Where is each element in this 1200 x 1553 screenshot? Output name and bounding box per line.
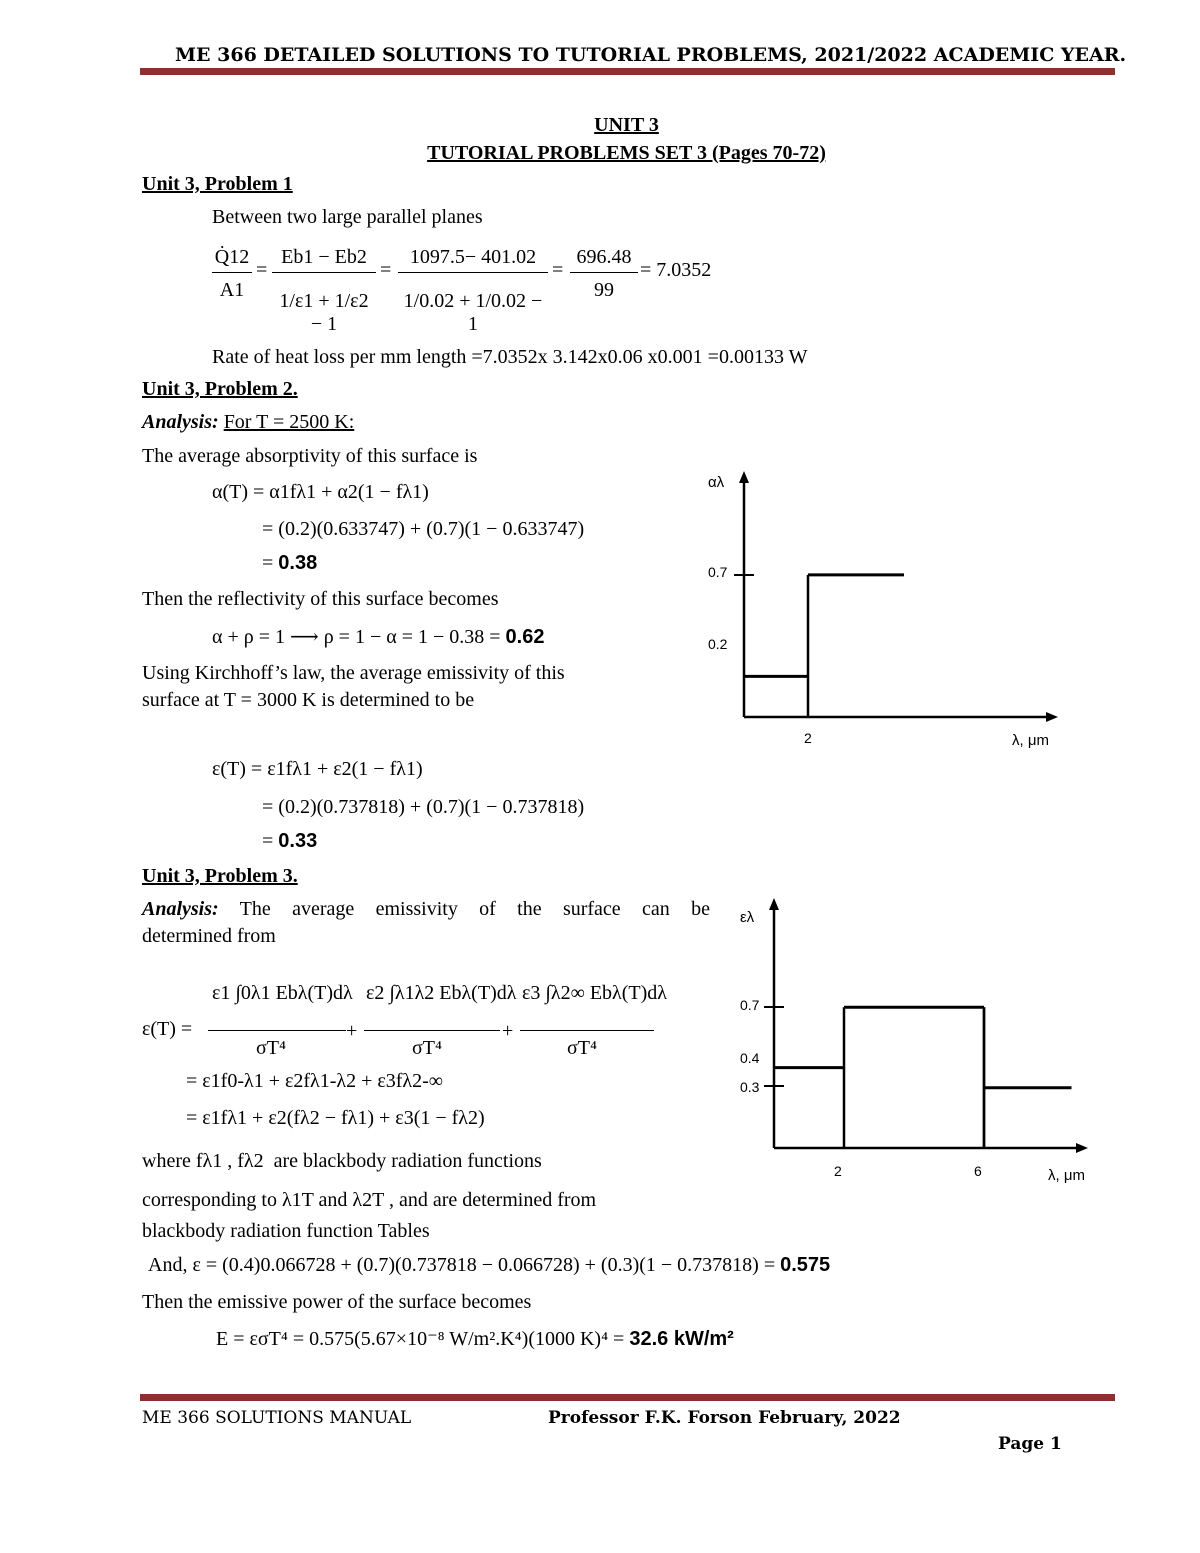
problem2-eq3: = 0.38 [262, 552, 318, 574]
problem2-eq2: = (0.2)(0.633747) + (0.7)(1 − 0.633747) [262, 518, 585, 540]
y-tick-03: 0.3 [740, 1079, 760, 1095]
problem3-corr: corresponding to λ1T and λ2T , and are determined from [142, 1189, 597, 1211]
unit-subtitle: TUTORIAL PROBLEMS SET 3 (Pages 70-72) [427, 142, 826, 164]
y-tick-02: 0.2 [708, 636, 728, 652]
f1-numerator: Eb1 − Eb2 [281, 246, 367, 268]
y-label: αλ [708, 474, 725, 491]
problem2-eq6: = (0.2)(0.737818) + (0.7)(1 − 0.737818) [262, 796, 585, 818]
problem3-eq-b: = ε1f0-λ1 + ε2fλ1-λ2 + ε3fλ2-∞ [186, 1070, 444, 1092]
problem2-heading: Unit 3, Problem 2. [142, 378, 298, 400]
problem2-eq7: = 0.33 [262, 830, 318, 852]
problem3-analysis: Analysis: The average emissivity of the surface can be [142, 898, 710, 920]
integral-2: ε2 ∫λ1λ2 Ebλ(T)dλ [366, 982, 517, 1004]
x-tick-2: 2 [804, 730, 812, 746]
footer-center: Professor F.K. Forson February, 2022 [548, 1408, 901, 1428]
header-title: ME 366 DETAILED SOLUTIONS TO TUTORIAL PROBLEMS, 2021/2022 ACADEMIC YEAR. [175, 44, 1127, 66]
f2-numerator: 1097.5− 401.02 [409, 246, 537, 268]
x-label: λ, μm [1048, 1167, 1085, 1184]
problem2-line1: The average absorptivity of this surface is [142, 445, 478, 467]
reflectivity-value: 0.62 [505, 626, 545, 648]
y-tick-07: 0.7 [740, 997, 760, 1013]
problem1-heading: Unit 3, Problem 1 [142, 173, 293, 195]
unit-title: UNIT 3 [594, 114, 659, 136]
problem2-eq1: α(T) = α1fλ1 + α2(1 − fλ1) [212, 481, 429, 503]
x-tick-6: 6 [974, 1163, 982, 1179]
problem2-line3: Using Kirchhoff’s law, the average emissivity of this [142, 662, 565, 684]
lhs-denominator: A1 [219, 279, 245, 301]
analysis-label: Analysis: [142, 411, 219, 433]
problem3-E: E = εσT⁴ = 0.575(5.67×10⁻⁸ W/m².K⁴)(1000 K)⁴ = 32.6 kW/m² [216, 1328, 734, 1350]
y-tick-04: 0.4 [740, 1050, 760, 1066]
absorptivity-graph [690, 465, 1070, 755]
problem2-eq5: ε(T) = ε1fλ1 + ε2(1 − fλ1) [212, 758, 423, 780]
f3-numerator: 696.48 [576, 246, 632, 268]
average-emissivity-value: 0.575 [780, 1254, 831, 1276]
problem3-tables: blackbody radiation function Tables [142, 1220, 430, 1242]
f2-denominator: 1/0.02 + 1/0.02 − 1 [403, 290, 543, 335]
problem1-rate: Rate of heat loss per mm length =7.0352x 3.142x0.06 x0.001 =0.00133 W [212, 346, 808, 368]
x-label: λ, μm [1012, 732, 1049, 749]
analysis-label-3: Analysis: [142, 898, 219, 920]
x-tick-2: 2 [834, 1163, 842, 1179]
problem1-result: = 7.0352 [640, 259, 712, 281]
problem1-intro: Between two large parallel planes [212, 206, 483, 228]
problem3-and: And, ε = (0.4)0.066728 + (0.7)(0.737818 − 0.066728) + (0.3)(1 − 0.737818) = 0.575 [148, 1254, 831, 1276]
absorptivity-value: 0.38 [278, 552, 318, 574]
problem3-heading: Unit 3, Problem 3. [142, 865, 298, 887]
emissivity-value: 0.33 [278, 830, 318, 852]
problem2-line4: surface at T = 3000 K is determined to be [142, 689, 475, 711]
problem2-line2: Then the reflectivity of this surface becomes [142, 588, 499, 610]
emissive-power-value: 32.6 kW/m² [629, 1328, 734, 1350]
integral-3: ε3 ∫λ2∞ Ebλ(T)dλ [522, 982, 667, 1004]
problem3-eq-c: = ε1fλ1 + ε2(fλ2 − fλ1) + ε3(1 − fλ2) [186, 1107, 485, 1129]
footer-left: ME 366 SOLUTIONS MANUAL [142, 1408, 412, 1428]
page-number: Page 1 [998, 1434, 1062, 1454]
analysis-text: For T = 2500 K: [223, 411, 355, 433]
f3-denominator: 99 [594, 279, 614, 301]
problem3-where: where fλ1 , fλ2 are blackbody radiation functions [142, 1150, 542, 1172]
problem2-eq4: α + ρ = 1 ⟶ ρ = 1 − α = 1 − 0.38 = 0.62 [212, 626, 545, 648]
lhs-numerator: Q̇12 [214, 246, 250, 268]
y-label: ελ [740, 909, 755, 926]
footer-rule [140, 1394, 1115, 1401]
f1-denominator: 1/ε1 + 1/ε2 − 1 [279, 290, 369, 335]
problem2-analysis [142, 411, 354, 434]
integral-1: ε1 ∫0λ1 Ebλ(T)dλ [212, 982, 353, 1004]
problem3-analysis2: determined from [142, 925, 276, 947]
problem3-emissive: Then the emissive power of the surface becomes [142, 1291, 532, 1313]
header-rule [140, 68, 1115, 75]
y-tick-07: 0.7 [708, 564, 728, 580]
emissivity-graph [720, 890, 1110, 1190]
